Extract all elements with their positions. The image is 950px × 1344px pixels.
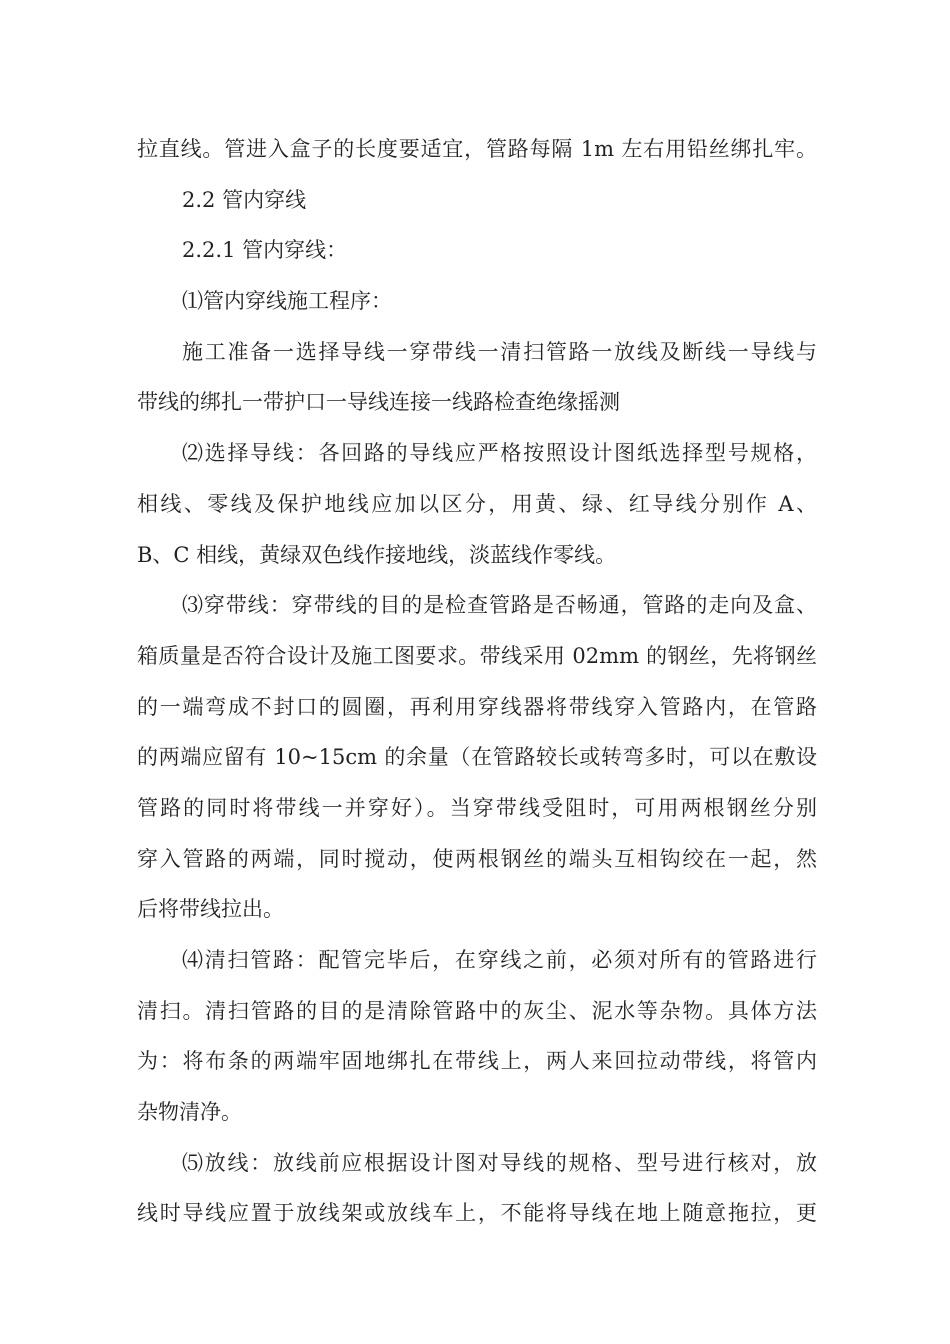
item-heading: ⑴管内穿线施工程序： xyxy=(182,289,392,314)
text-line: ⑶穿带线：穿带线的目的是检查管路是否畅通，管路的走向及盒、 xyxy=(182,593,817,618)
text-line: 箱质量是否符合设计及施工图要求。带线采用 02mm 的钢丝，先将钢丝 xyxy=(137,643,817,668)
text-line: 穿入管路的两端，同时搅动，使两根钢丝的端头互相钩绞在一起，然 xyxy=(137,846,817,871)
text-line: 杂物清净。 xyxy=(137,1100,242,1125)
text-line: 管路的同时将带线一并穿好）。当穿带线受阻时，可用两根钢丝分别 xyxy=(137,795,817,820)
text-line: B、C 相线，黄绿双色线作接地线，淡蓝线作零线。 xyxy=(137,542,617,567)
text-line: 施工准备一选择导线一穿带线一清扫管路一放线及断线一导线与 xyxy=(182,339,817,364)
text-line: 拉直线。管进入盒子的长度要适宜，管路每隔 1m 左右用铅丝绑扎牢。 xyxy=(137,137,817,161)
text-line: 线时导线应置于放线架或放线车上，不能将导线在地上随意拖拉，更 xyxy=(137,1201,817,1226)
text-line: 带线的绑扎一带护口一导线连接一线路检查绝缘摇测 xyxy=(137,390,620,415)
text-line: 后将带线拉出。 xyxy=(137,897,284,922)
body-text xyxy=(137,124,817,1239)
text-line: 相线、零线及保护地线应加以区分，用黄、绿、红导线分别作 A、 xyxy=(137,491,817,516)
text-line: 清扫。清扫管路的目的是清除管路中的灰尘、泥水等杂物。具体方法 xyxy=(137,998,817,1023)
text-line: 的两端应留有 10~15cm 的余量（在管路较长或转弯多时，可以在敷设 xyxy=(137,745,817,770)
section-heading: 2.2 管内穿线 xyxy=(182,187,307,212)
text-line: 的一端弯成不封口的圆圈，再利用穿线器将带线穿入管路内，在管路 xyxy=(137,694,817,719)
text-line: ⑵选择导线：各回路的导线应严格按照设计图纸选择型号规格， xyxy=(182,441,817,466)
text-line: ⑸放线：放线前应根据设计图对导线的规格、型号进行核对，放 xyxy=(182,1150,817,1175)
subsection-heading: 2.2.1 管内穿线： xyxy=(182,238,348,263)
text-line: 为：将布条的两端牢固地绑扎在带线上，两人来回拉动带线，将管内 xyxy=(137,1049,817,1074)
text-line: ⑷清扫管路：配管完毕后，在穿线之前，必须对所有的管路进行 xyxy=(182,948,817,972)
